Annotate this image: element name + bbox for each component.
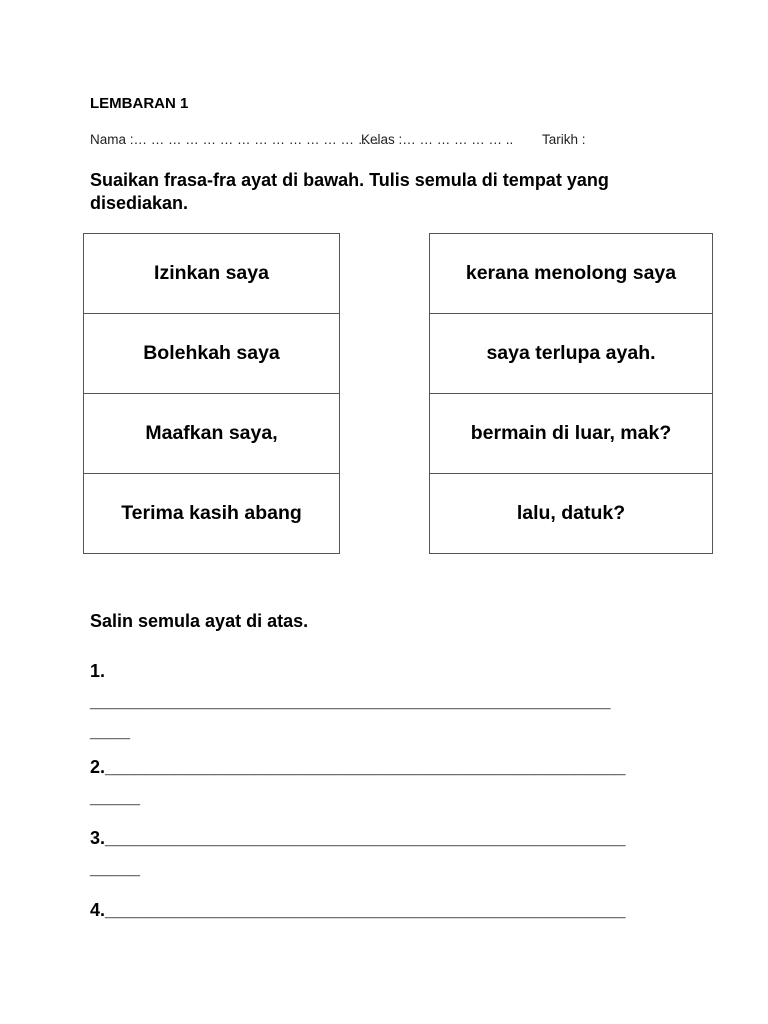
left-phrase-cell: Bolehkah saya bbox=[84, 314, 340, 394]
answer-line-2[interactable]: 2.____________________________________________________ _____ bbox=[90, 757, 626, 807]
left-phrase-cell: Izinkan saya bbox=[84, 234, 340, 314]
right-phrase-cell: lalu, datuk? bbox=[430, 474, 713, 554]
copy-instruction: Salin semula ayat di atas. bbox=[90, 611, 309, 631]
right-phrase-cell: saya terlupa ayah. bbox=[430, 314, 713, 394]
right-phrase-cell: kerana menolong saya bbox=[430, 234, 713, 314]
answer-line-1[interactable]: 1. ____________________________________________________ ____ bbox=[90, 661, 611, 741]
answer-line-4[interactable]: 4.____________________________________________________ bbox=[90, 900, 626, 920]
left-phrase-cell: Terima kasih abang bbox=[84, 474, 340, 554]
kelas-field: Kelas :… … … … … … .. bbox=[361, 132, 514, 147]
right-phrase-table bbox=[429, 233, 713, 554]
worksheet-title: LEMBARAN 1 bbox=[90, 95, 189, 112]
left-phrase-table bbox=[83, 233, 340, 554]
matching-instruction: Suaikan frasa-fra ayat di bawah. Tulis semula di tempat yang disediakan. bbox=[90, 170, 609, 213]
right-phrase-cell: bermain di luar, mak? bbox=[430, 394, 713, 474]
nama-field: Nama :… … … … … … … … … … … … … … . bbox=[90, 132, 379, 147]
tarikh-field: Tarikh : bbox=[542, 132, 586, 147]
answer-line-3[interactable]: 3.____________________________________________________ _____ bbox=[90, 828, 626, 878]
left-phrase-cell: Maafkan saya, bbox=[84, 394, 340, 474]
